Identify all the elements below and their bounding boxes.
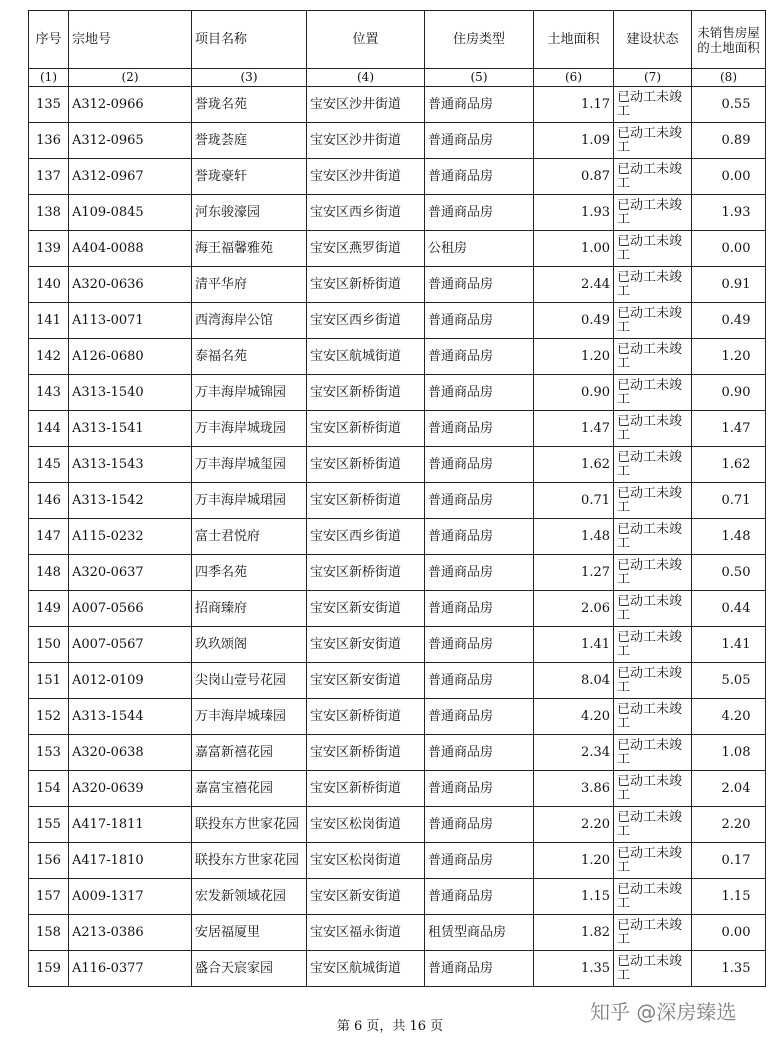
cell-project: 嘉富新禧花园 xyxy=(192,735,307,771)
cell-housing-type: 普通商品房 xyxy=(425,879,534,915)
cell-housing-type: 普通商品房 xyxy=(425,555,534,591)
cell-housing-type: 普通商品房 xyxy=(425,483,534,519)
cell-project: 联投东方世家花园 xyxy=(192,843,307,879)
cell-unsold-area: 1.15 xyxy=(692,879,766,915)
table-body xyxy=(29,87,766,987)
cell-seq: 144 xyxy=(29,411,69,447)
cell-seq: 157 xyxy=(29,879,69,915)
cell-parcel: A109-0845 xyxy=(69,195,192,231)
cell-location: 宝安区西乡街道 xyxy=(307,303,425,339)
cell-housing-type: 普通商品房 xyxy=(425,771,534,807)
cell-seq: 139 xyxy=(29,231,69,267)
cell-unsold-area: 1.20 xyxy=(692,339,766,375)
cell-land-area: 0.49 xyxy=(534,303,614,339)
table-row xyxy=(29,447,766,483)
cell-parcel: A012-0109 xyxy=(69,663,192,699)
table-row xyxy=(29,195,766,231)
cell-seq: 156 xyxy=(29,843,69,879)
watermark: 知乎 @深房臻选 xyxy=(590,1000,737,1024)
cell-seq: 136 xyxy=(29,123,69,159)
table-row xyxy=(29,411,766,447)
cell-status: 已动工未竣工 xyxy=(614,555,692,591)
table-row xyxy=(29,303,766,339)
cell-location: 宝安区新桥街道 xyxy=(307,447,425,483)
cell-unsold-area: 2.20 xyxy=(692,807,766,843)
cell-project: 泰福名苑 xyxy=(192,339,307,375)
cell-housing-type: 普通商品房 xyxy=(425,735,534,771)
header-land-area: 土地面积 xyxy=(534,11,614,69)
cell-parcel: A313-1544 xyxy=(69,699,192,735)
table-row xyxy=(29,123,766,159)
cell-land-area: 1.47 xyxy=(534,411,614,447)
cell-unsold-area: 0.00 xyxy=(692,231,766,267)
cell-status: 已动工未竣工 xyxy=(614,303,692,339)
cell-housing-type: 普通商品房 xyxy=(425,159,534,195)
cell-seq: 143 xyxy=(29,375,69,411)
cell-status: 已动工未竣工 xyxy=(614,87,692,123)
cell-status: 已动工未竣工 xyxy=(614,267,692,303)
cell-housing-type: 普通商品房 xyxy=(425,411,534,447)
cell-project: 万丰海岸城锦园 xyxy=(192,375,307,411)
table-row xyxy=(29,627,766,663)
cell-status: 已动工未竣工 xyxy=(614,771,692,807)
cell-seq: 145 xyxy=(29,447,69,483)
cell-parcel: A213-0386 xyxy=(69,915,192,951)
cell-parcel: A113-0071 xyxy=(69,303,192,339)
cell-land-area: 1.82 xyxy=(534,915,614,951)
cell-location: 宝安区新安街道 xyxy=(307,663,425,699)
cell-unsold-area: 0.17 xyxy=(692,843,766,879)
cell-unsold-area: 0.91 xyxy=(692,267,766,303)
cell-project: 富士君悦府 xyxy=(192,519,307,555)
column-number-row xyxy=(29,69,766,87)
cell-seq: 138 xyxy=(29,195,69,231)
cell-housing-type: 普通商品房 xyxy=(425,519,534,555)
cell-parcel: A320-0636 xyxy=(69,267,192,303)
cell-status: 已动工未竣工 xyxy=(614,699,692,735)
cell-seq: 153 xyxy=(29,735,69,771)
cell-housing-type: 普通商品房 xyxy=(425,123,534,159)
header-parcel: 宗地号 xyxy=(69,11,192,69)
cell-unsold-area: 1.93 xyxy=(692,195,766,231)
col-number: (4) xyxy=(307,69,425,87)
cell-parcel: A320-0637 xyxy=(69,555,192,591)
cell-land-area: 0.71 xyxy=(534,483,614,519)
cell-project: 万丰海岸城珑园 xyxy=(192,411,307,447)
cell-land-area: 1.62 xyxy=(534,447,614,483)
cell-project: 盛合天宸家园 xyxy=(192,951,307,987)
cell-seq: 154 xyxy=(29,771,69,807)
table-row xyxy=(29,555,766,591)
table-row xyxy=(29,735,766,771)
cell-project: 万丰海岸城珺园 xyxy=(192,483,307,519)
cell-location: 宝安区新桥街道 xyxy=(307,699,425,735)
table-row xyxy=(29,951,766,987)
cell-seq: 152 xyxy=(29,699,69,735)
cell-status: 已动工未竣工 xyxy=(614,627,692,663)
cell-seq: 137 xyxy=(29,159,69,195)
cell-parcel: A417-1810 xyxy=(69,843,192,879)
cell-project: 安居福厦里 xyxy=(192,915,307,951)
cell-status: 已动工未竣工 xyxy=(614,915,692,951)
cell-land-area: 2.20 xyxy=(534,807,614,843)
cell-land-area: 4.20 xyxy=(534,699,614,735)
cell-project: 玖玖颂阁 xyxy=(192,627,307,663)
cell-parcel: A404-0088 xyxy=(69,231,192,267)
cell-unsold-area: 0.00 xyxy=(692,159,766,195)
cell-project: 河东骏濠园 xyxy=(192,195,307,231)
cell-status: 已动工未竣工 xyxy=(614,591,692,627)
cell-parcel: A417-1811 xyxy=(69,807,192,843)
cell-location: 宝安区新桥街道 xyxy=(307,771,425,807)
cell-housing-type: 普通商品房 xyxy=(425,807,534,843)
cell-location: 宝安区新桥街道 xyxy=(307,375,425,411)
cell-location: 宝安区新安街道 xyxy=(307,591,425,627)
cell-status: 已动工未竣工 xyxy=(614,879,692,915)
cell-housing-type: 普通商品房 xyxy=(425,663,534,699)
col-number: (3) xyxy=(192,69,307,87)
cell-location: 宝安区西乡街道 xyxy=(307,195,425,231)
cell-status: 已动工未竣工 xyxy=(614,123,692,159)
cell-location: 宝安区新桥街道 xyxy=(307,483,425,519)
table-row xyxy=(29,231,766,267)
col-number: (2) xyxy=(69,69,192,87)
table-row xyxy=(29,339,766,375)
cell-unsold-area: 1.47 xyxy=(692,411,766,447)
cell-seq: 141 xyxy=(29,303,69,339)
cell-land-area: 3.86 xyxy=(534,771,614,807)
table-row xyxy=(29,699,766,735)
cell-housing-type: 公租房 xyxy=(425,231,534,267)
table-row xyxy=(29,87,766,123)
cell-seq: 151 xyxy=(29,663,69,699)
cell-status: 已动工未竣工 xyxy=(614,951,692,987)
cell-unsold-area: 0.50 xyxy=(692,555,766,591)
cell-parcel: A320-0639 xyxy=(69,771,192,807)
header-row xyxy=(29,11,766,69)
table-row xyxy=(29,267,766,303)
cell-land-area: 1.41 xyxy=(534,627,614,663)
cell-project: 嘉富宝禧花园 xyxy=(192,771,307,807)
cell-status: 已动工未竣工 xyxy=(614,483,692,519)
cell-project: 联投东方世家花园 xyxy=(192,807,307,843)
cell-status: 已动工未竣工 xyxy=(614,159,692,195)
cell-land-area: 8.04 xyxy=(534,663,614,699)
cell-project: 万丰海岸城瑧园 xyxy=(192,699,307,735)
header-seq: 序号 xyxy=(29,11,69,69)
cell-unsold-area: 0.49 xyxy=(692,303,766,339)
table-row xyxy=(29,483,766,519)
cell-unsold-area: 1.41 xyxy=(692,627,766,663)
cell-land-area: 1.93 xyxy=(534,195,614,231)
cell-housing-type: 租赁型商品房 xyxy=(425,915,534,951)
cell-project: 宏发新领域花园 xyxy=(192,879,307,915)
cell-parcel: A313-1543 xyxy=(69,447,192,483)
cell-parcel: A312-0966 xyxy=(69,87,192,123)
cell-seq: 140 xyxy=(29,267,69,303)
header-housing-type: 住房类型 xyxy=(425,11,534,69)
cell-location: 宝安区西乡街道 xyxy=(307,519,425,555)
header-location: 位置 xyxy=(307,11,425,69)
cell-parcel: A115-0232 xyxy=(69,519,192,555)
cell-project: 西湾海岸公馆 xyxy=(192,303,307,339)
cell-location: 宝安区航城街道 xyxy=(307,951,425,987)
cell-unsold-area: 0.90 xyxy=(692,375,766,411)
cell-seq: 135 xyxy=(29,87,69,123)
cell-location: 宝安区沙井街道 xyxy=(307,87,425,123)
cell-project: 海王福馨雅苑 xyxy=(192,231,307,267)
cell-project: 四季名苑 xyxy=(192,555,307,591)
table-row xyxy=(29,519,766,555)
cell-seq: 142 xyxy=(29,339,69,375)
cell-land-area: 1.00 xyxy=(534,231,614,267)
cell-unsold-area: 4.20 xyxy=(692,699,766,735)
cell-location: 宝安区新桥街道 xyxy=(307,411,425,447)
cell-land-area: 1.15 xyxy=(534,879,614,915)
cell-land-area: 1.35 xyxy=(534,951,614,987)
land-supply-table xyxy=(28,10,766,987)
cell-parcel: A313-1540 xyxy=(69,375,192,411)
cell-project: 万丰海岸城玺园 xyxy=(192,447,307,483)
cell-parcel: A116-0377 xyxy=(69,951,192,987)
cell-land-area: 1.20 xyxy=(534,339,614,375)
table-row xyxy=(29,159,766,195)
cell-location: 宝安区松岗街道 xyxy=(307,843,425,879)
cell-parcel: A126-0680 xyxy=(69,339,192,375)
cell-housing-type: 普通商品房 xyxy=(425,339,534,375)
cell-unsold-area: 1.08 xyxy=(692,735,766,771)
cell-location: 宝安区新桥街道 xyxy=(307,555,425,591)
cell-unsold-area: 1.62 xyxy=(692,447,766,483)
cell-status: 已动工未竣工 xyxy=(614,231,692,267)
cell-seq: 159 xyxy=(29,951,69,987)
header-status: 建设状态 xyxy=(614,11,692,69)
header-project: 项目名称 xyxy=(192,11,307,69)
cell-housing-type: 普通商品房 xyxy=(425,627,534,663)
cell-parcel: A007-0566 xyxy=(69,591,192,627)
cell-parcel: A320-0638 xyxy=(69,735,192,771)
cell-project: 誉珑豪轩 xyxy=(192,159,307,195)
header-unsold-area: 未销售房屋的土地面积 xyxy=(692,11,766,69)
cell-land-area: 1.17 xyxy=(534,87,614,123)
cell-unsold-area: 0.71 xyxy=(692,483,766,519)
cell-parcel: A009-1317 xyxy=(69,879,192,915)
cell-status: 已动工未竣工 xyxy=(614,735,692,771)
cell-status: 已动工未竣工 xyxy=(614,411,692,447)
cell-unsold-area: 2.04 xyxy=(692,771,766,807)
cell-location: 宝安区新桥街道 xyxy=(307,267,425,303)
cell-parcel: A312-0965 xyxy=(69,123,192,159)
cell-housing-type: 普通商品房 xyxy=(425,375,534,411)
cell-parcel: A313-1542 xyxy=(69,483,192,519)
cell-land-area: 0.90 xyxy=(534,375,614,411)
cell-status: 已动工未竣工 xyxy=(614,519,692,555)
table-row xyxy=(29,843,766,879)
cell-location: 宝安区福永街道 xyxy=(307,915,425,951)
cell-status: 已动工未竣工 xyxy=(614,807,692,843)
cell-seq: 147 xyxy=(29,519,69,555)
cell-unsold-area: 0.44 xyxy=(692,591,766,627)
cell-status: 已动工未竣工 xyxy=(614,339,692,375)
cell-status: 已动工未竣工 xyxy=(614,663,692,699)
cell-land-area: 2.44 xyxy=(534,267,614,303)
cell-project: 誉珑名苑 xyxy=(192,87,307,123)
cell-housing-type: 普通商品房 xyxy=(425,195,534,231)
cell-seq: 146 xyxy=(29,483,69,519)
cell-project: 招商臻府 xyxy=(192,591,307,627)
cell-parcel: A313-1541 xyxy=(69,411,192,447)
cell-land-area: 0.87 xyxy=(534,159,614,195)
col-number: (8) xyxy=(692,69,766,87)
cell-status: 已动工未竣工 xyxy=(614,447,692,483)
cell-location: 宝安区航城街道 xyxy=(307,339,425,375)
table-row xyxy=(29,591,766,627)
col-number: (6) xyxy=(534,69,614,87)
page-footer: 第 6 页，共 16 页 xyxy=(336,1019,444,1034)
cell-housing-type: 普通商品房 xyxy=(425,267,534,303)
table-row xyxy=(29,915,766,951)
table-row xyxy=(29,771,766,807)
cell-unsold-area: 1.35 xyxy=(692,951,766,987)
cell-housing-type: 普通商品房 xyxy=(425,447,534,483)
cell-seq: 148 xyxy=(29,555,69,591)
cell-land-area: 1.48 xyxy=(534,519,614,555)
cell-land-area: 1.20 xyxy=(534,843,614,879)
table-row xyxy=(29,879,766,915)
cell-housing-type: 普通商品房 xyxy=(425,951,534,987)
cell-seq: 150 xyxy=(29,627,69,663)
col-number: (7) xyxy=(614,69,692,87)
cell-unsold-area: 1.48 xyxy=(692,519,766,555)
cell-land-area: 1.09 xyxy=(534,123,614,159)
cell-project: 誉珑荟庭 xyxy=(192,123,307,159)
col-number: (5) xyxy=(425,69,534,87)
cell-status: 已动工未竣工 xyxy=(614,195,692,231)
col-number: (1) xyxy=(29,69,69,87)
cell-location: 宝安区新安街道 xyxy=(307,627,425,663)
cell-seq: 158 xyxy=(29,915,69,951)
cell-location: 宝安区松岗街道 xyxy=(307,807,425,843)
cell-status: 已动工未竣工 xyxy=(614,375,692,411)
cell-location: 宝安区新安街道 xyxy=(307,879,425,915)
cell-parcel: A007-0567 xyxy=(69,627,192,663)
cell-location: 宝安区燕罗街道 xyxy=(307,231,425,267)
cell-land-area: 2.06 xyxy=(534,591,614,627)
cell-housing-type: 普通商品房 xyxy=(425,591,534,627)
table-row xyxy=(29,663,766,699)
table-row xyxy=(29,807,766,843)
cell-location: 宝安区新桥街道 xyxy=(307,735,425,771)
cell-land-area: 1.27 xyxy=(534,555,614,591)
cell-housing-type: 普通商品房 xyxy=(425,303,534,339)
cell-land-area: 2.34 xyxy=(534,735,614,771)
cell-parcel: A312-0967 xyxy=(69,159,192,195)
cell-location: 宝安区沙井街道 xyxy=(307,123,425,159)
cell-unsold-area: 5.05 xyxy=(692,663,766,699)
cell-status: 已动工未竣工 xyxy=(614,843,692,879)
cell-project: 清平华府 xyxy=(192,267,307,303)
cell-housing-type: 普通商品房 xyxy=(425,843,534,879)
cell-seq: 155 xyxy=(29,807,69,843)
cell-housing-type: 普通商品房 xyxy=(425,87,534,123)
cell-project: 尖岗山壹号花园 xyxy=(192,663,307,699)
cell-unsold-area: 0.89 xyxy=(692,123,766,159)
cell-seq: 149 xyxy=(29,591,69,627)
cell-unsold-area: 0.00 xyxy=(692,915,766,951)
cell-location: 宝安区沙井街道 xyxy=(307,159,425,195)
table-row xyxy=(29,375,766,411)
cell-housing-type: 普通商品房 xyxy=(425,699,534,735)
cell-unsold-area: 0.55 xyxy=(692,87,766,123)
